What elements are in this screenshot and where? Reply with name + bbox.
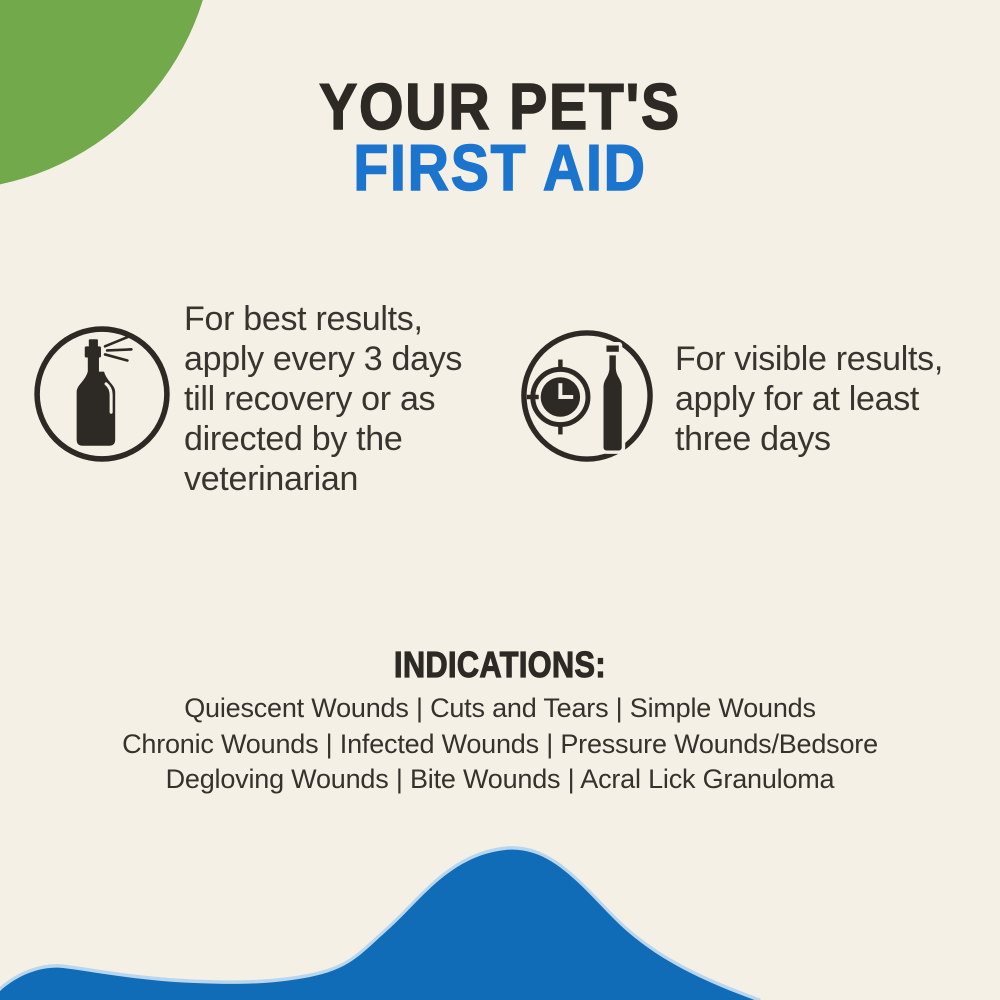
blue-wave-shape: [0, 840, 1000, 1000]
feature-1-text: [184, 299, 514, 499]
title-block: [0, 70, 1000, 204]
feature-2-text: [675, 339, 985, 459]
title-line-2: FIRST AID: [353, 131, 647, 204]
feature-text-line: directed by the: [184, 420, 403, 458]
feature-text-line: For visible results,: [675, 340, 943, 378]
clock-bottle-icon: [518, 327, 656, 465]
spray-bottle-icon: [31, 323, 173, 465]
feature-text-line: apply every 3 days: [184, 340, 463, 378]
indications-line: Quiescent Wounds | Cuts and Tears | Simple Wounds: [184, 693, 816, 723]
indications-list: [0, 691, 1000, 798]
feature-text-line: For best results,: [184, 300, 423, 338]
indications-section: [0, 645, 1000, 798]
indications-heading: INDICATIONS:: [394, 644, 606, 685]
feature-text-line: veterinarian: [184, 460, 359, 498]
feature-text-line: three days: [675, 420, 831, 458]
title-line-1: YOUR PET'S: [319, 70, 681, 143]
indications-line: Degloving Wounds | Bite Wounds | Acral Lick Granuloma: [165, 764, 835, 794]
feature-text-line: apply for at least: [675, 380, 920, 418]
feature-text-line: till recovery or as: [184, 380, 436, 418]
indications-line: Chronic Wounds | Infected Wounds | Pressure Wounds/Bedsore: [122, 728, 878, 759]
